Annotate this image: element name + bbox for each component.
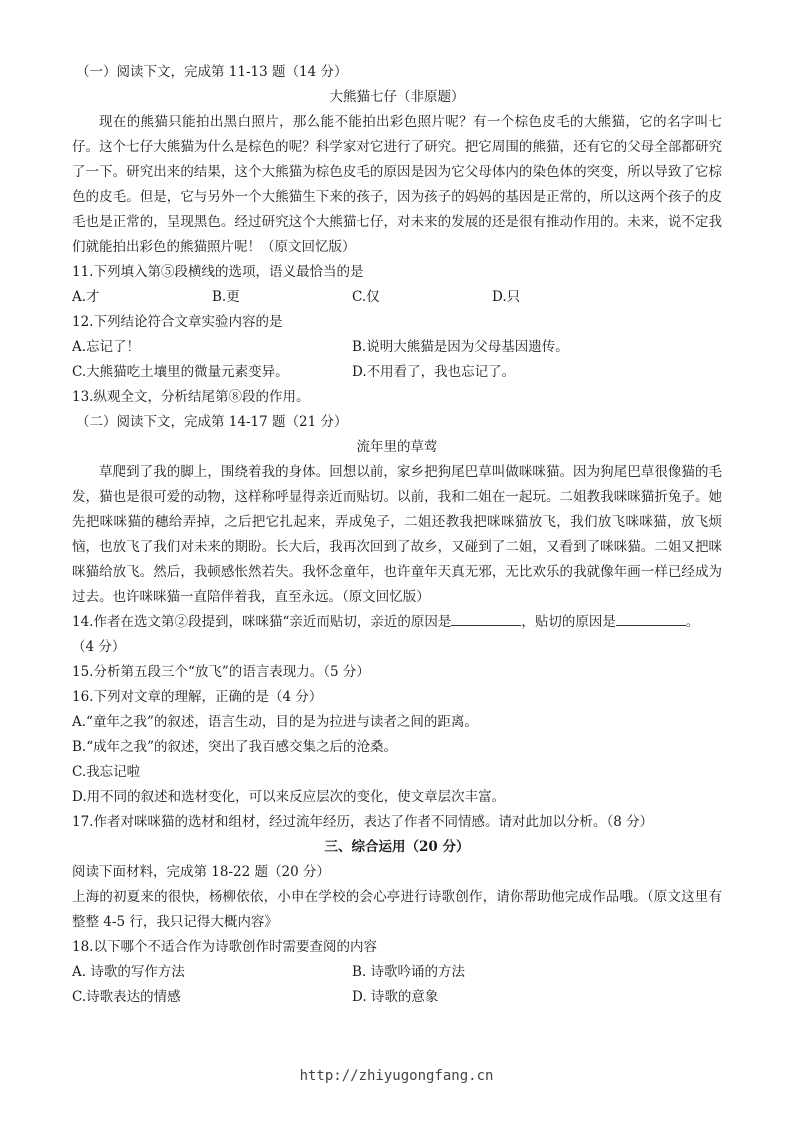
q11-stem: 11.下列填入第⑤段横线的选项，语义最恰当的是 <box>72 264 364 280</box>
section3-material: 上海的初夏来的很快，杨柳依依，小申在学校的会心亭进行诗歌创作，请你帮助他完成作品哦。（原文这里有整整 4-5 行，我只记得大概内容》 <box>72 889 722 930</box>
section2-header: （二）阅读下文，完成第 14-17 题（21 分） <box>76 414 348 430</box>
section1-title: 大熊猫七仔（非原题） <box>329 89 465 105</box>
q14-part2: ，贴切的原因是 <box>521 614 616 630</box>
section2-paragraph: 草爬到了我的脚上，围绕着我的身体。回想以前，家乡把狗尾巴草叫做咪咪猫。因为狗尾巴草很像猫的毛发，猫也是很可爱的动物，这样称呼显得亲近而贴切。以前，我和二姐在一起玩。二姐教我咪咪猫折兔子。她先把咪咪猫的穗给弄掉，之后把它扎起来，弄成兔子，二姐还教我把咪咪猫放飞，我们放飞咪咪猫，放飞烦恼，也放飞了我们对未来的期盼。长大后，我再次回到了故乡，又碰到了二姐，又看到了咪咪猫。二姐又把咪咪猫给放飞。然后，我顿感怅然若失。我怀念童年，也许童年天真无邪，无比欢乐的我就像年画一样已经成为过去。也许咪咪猫一直陪伴着我，直至永远。（原文回忆版） <box>72 464 722 605</box>
q14-part3: 。 <box>685 614 700 630</box>
q18-option-c: C.诗歌表达的情感 <box>72 989 181 1005</box>
q13-stem: 13.纵观全文，分析结尾第⑧段的作用。 <box>72 389 310 405</box>
q18-option-d: D. 诗歌的意象 <box>352 989 439 1005</box>
q18-options-row2 <box>72 985 722 1010</box>
q17-stem: 17.作者对咪咪猫的选材和组材，经过流年经历，表达了作者不同情感。请对此加以分析。（8 分） <box>72 814 654 830</box>
q12-option-b: B.说明大熊猫是因为父母基因遗传。 <box>352 339 569 355</box>
q11-option-b: B.更 <box>212 289 240 305</box>
q14-part1: 14.作者在选文第②段提到，咪咪猫“亲近而贴切，亲近的原因是 <box>72 614 452 630</box>
section2-title: 流年里的草莺 <box>356 439 438 455</box>
q14-points: （4 分） <box>72 639 126 655</box>
footer-url[interactable]: http://zhiyugongfang.cn <box>299 1068 494 1084</box>
q11-option-d: D.只 <box>492 289 521 305</box>
q11-option-c: C.仅 <box>352 289 380 305</box>
q18-options-row1 <box>72 960 722 985</box>
section1-paragraph: 现在的熊猫只能拍出黑白照片，那么能不能拍出彩色照片呢？有一个棕色皮毛的大熊猫，它的名字叫七仔。这个七仔大熊猫为什么是棕色的呢？科学家对它进行了研究。把它周围的熊猫，还有它的父母全部都研究了一下。研究出来的结果，这个大熊猫为棕色皮毛的原因是因为它父母体内的染色体的突变，所以导致了它棕色的皮毛。但是，它与另外一个大熊猫生下来的孩子，因为孩子的妈妈的基因是正常的，所以这两个孩子的皮毛也是正常的，呈现黑色。经过研究这个大熊猫七仔，对未来的发展的还是很有推动作用的。未来，说不定我们就能拍出彩色的熊猫照片呢！（原文回忆版） <box>72 114 722 255</box>
q18-option-b: B. 诗歌吟诵的方法 <box>352 964 466 980</box>
q16-option-d: D.用不同的叙述和选材变化，可以来反应层次的变化，使文章层次丰富。 <box>72 789 506 805</box>
q15-stem: 15.分析第五段三个“放飞”的语言表现力。（5 分） <box>72 664 370 680</box>
q18-stem: 18.以下哪个不适合作为诗歌创作时需要查阅的内容 <box>72 939 377 955</box>
section3-header: 三、综合运用（20 分） <box>324 839 470 855</box>
q12-stem: 12.下列结论符合文章实验内容的是 <box>72 314 283 330</box>
q11-option-a: A.才 <box>72 289 100 305</box>
q11-options <box>72 285 722 310</box>
section3-intro: 阅读下面材料，完成第 18-22 题（20 分） <box>72 864 330 880</box>
q12-options-row1 <box>72 335 722 360</box>
q16-option-b: B.“成年之我”的叙述，突出了我百感交集之后的沧桑。 <box>72 739 398 755</box>
exam-page <box>72 60 722 1010</box>
q18-option-a: A. 诗歌的写作方法 <box>72 964 185 980</box>
q12-option-d: D.不用看了，我也忘记了。 <box>352 364 516 380</box>
q12-options-row2 <box>72 360 722 385</box>
q14-blank-2[interactable] <box>616 611 686 626</box>
q14-blank-1[interactable] <box>451 611 521 626</box>
q12-option-a: A.忘记了！ <box>72 339 141 355</box>
q16-option-a: A.“童年之我”的叙述，语言生动，目的是为拉进与读者之间的距离。 <box>72 714 478 730</box>
q14-stem <box>72 610 722 635</box>
section1-header: （一）阅读下文，完成第 11-13 题（14 分） <box>76 64 348 80</box>
q16-stem: 16.下列对文章的理解，正确的是（4 分） <box>72 689 323 705</box>
q12-option-c: C.大熊猫吃土壤里的微量元素变异。 <box>72 364 289 380</box>
q16-option-c: C.我忘记啦 <box>72 764 141 780</box>
